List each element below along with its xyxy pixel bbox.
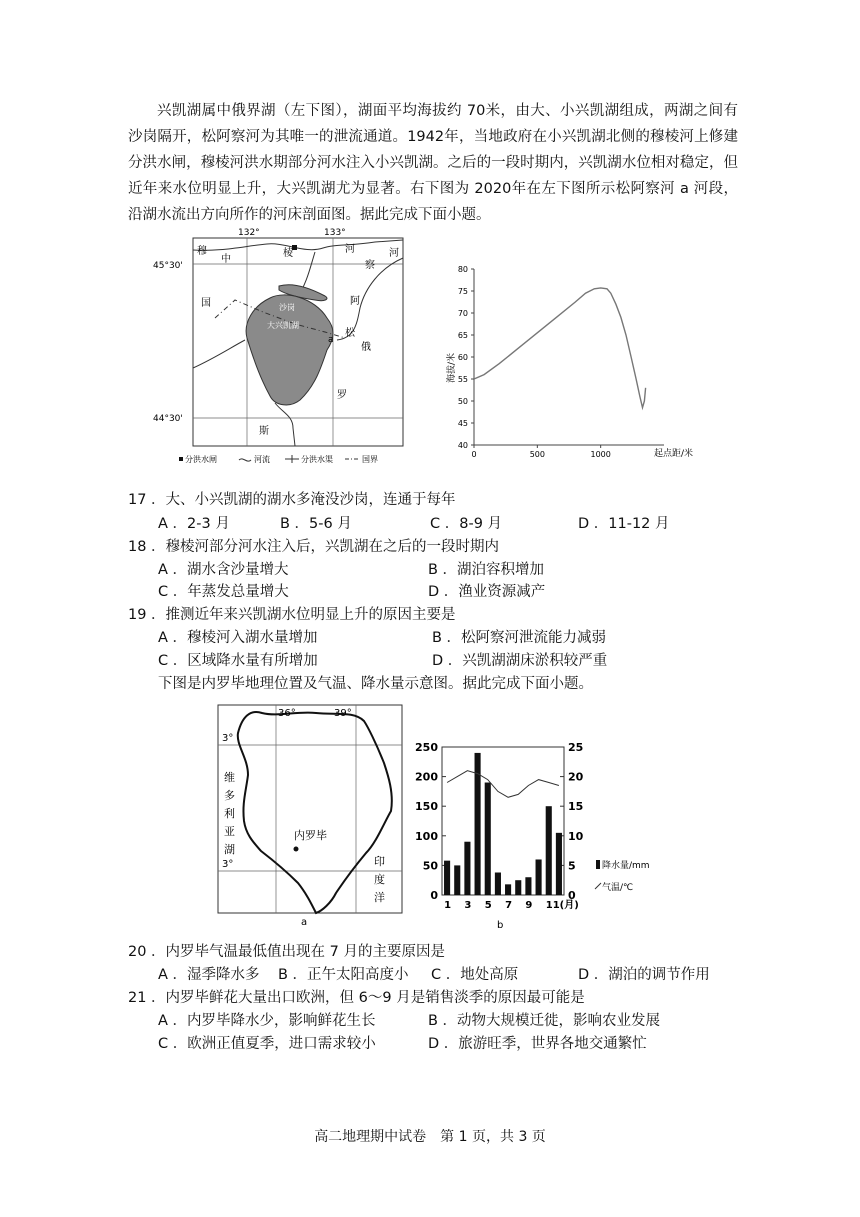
climate-xtick-5: 11(月): [545, 900, 579, 911]
lat-label-3s: 3°: [222, 859, 234, 870]
intro-paragraph-2: 下图是内罗毕地理位置及气温、降水量示意图。据此完成下面小题。: [158, 676, 593, 692]
map-char-mu: 穆: [197, 246, 207, 257]
precip-bar-7: [505, 884, 511, 895]
question-20-option-d[interactable]: D ．湖泊的调节作用: [578, 967, 710, 983]
xingkai-lake-map: [153, 228, 410, 468]
map-char-he: 河: [345, 244, 355, 255]
legend-temp: 气温/℃: [602, 883, 634, 893]
question-18-stem: 18 ．穆棱河部分河水注入后，兴凯湖在之后的一段时期内: [128, 539, 500, 555]
map-char-song: 松: [345, 328, 355, 339]
lon-label-133: 133°: [324, 228, 346, 238]
climate-ytick-left-5: 250: [415, 741, 438, 754]
riverbed-profile-chart: [432, 255, 707, 465]
question-20-option-b[interactable]: B ．正午太阳高度小: [278, 967, 409, 983]
map-char-zhong: 中: [221, 254, 231, 265]
lake-char-1: 维: [224, 771, 235, 784]
question-18-option-b[interactable]: B ．湖泊容积增加: [428, 562, 545, 578]
precip-bar-8: [515, 880, 521, 895]
map-char-he2: 河: [389, 248, 399, 259]
question-19-option-a[interactable]: A ．穆棱河入湖水量增加: [158, 630, 318, 646]
profile-ytick-2: 50: [457, 397, 468, 406]
legend-precip: 降水量/mm: [602, 861, 650, 871]
lat-label-44-30: 44°30': [153, 414, 183, 424]
question-17-option-a[interactable]: A ．2-3 月: [158, 516, 230, 532]
profile-xlabel: 起点距/米: [654, 449, 694, 459]
profile-ytick-4: 60: [457, 353, 468, 362]
map-char-luo: 罗: [337, 390, 347, 401]
question-19-option-b[interactable]: B ．松阿察河泄流能力减弱: [432, 630, 607, 646]
lake-char-4: 亚: [224, 825, 235, 838]
precip-bar-4: [475, 753, 481, 895]
climate-xtick-0: 1: [444, 900, 452, 911]
page-footer: 高二地理期中试卷 第 1 页，共 3 页: [314, 1129, 546, 1145]
map-char-leng: 棱: [283, 248, 293, 259]
climate-ytick-left-1: 50: [422, 859, 438, 873]
climate-ytick-left-2: 100: [415, 829, 438, 843]
city-nairobi-label: 内罗毕: [294, 829, 327, 842]
legend-floodgate: 分洪水闸: [185, 455, 217, 464]
question-21-option-c[interactable]: C ．欧洲正值夏季，进口需求较小: [158, 1036, 376, 1052]
profile-ytick-3: 55: [457, 375, 468, 384]
legend-river: 河流: [254, 455, 270, 464]
legend-border: 国界: [362, 455, 378, 464]
lake-char-3: 利: [224, 807, 235, 820]
climate-xtick-3: 7: [505, 900, 513, 911]
climate-ytick-right-5: 25: [568, 741, 584, 754]
precip-bar-9: [525, 877, 531, 895]
lake-char-5: 湖: [224, 843, 235, 856]
question-18-option-c[interactable]: C ．年蒸发总量增大: [158, 584, 289, 600]
question-18-option-a[interactable]: A ．湖水含沙量增大: [158, 562, 289, 578]
climate-ytick-right-2: 10: [568, 829, 584, 843]
climate-ytick-right-3: 15: [568, 800, 584, 814]
map-char-si: 斯: [259, 426, 269, 437]
profile-ytick-7: 75: [457, 287, 468, 296]
legend-channel: 分洪水渠: [301, 455, 333, 464]
nairobi-climate-chart: [412, 735, 692, 930]
climate-ytick-left-3: 150: [415, 800, 438, 814]
precip-bar-6: [495, 873, 501, 895]
profile-xtick-2: 1000: [590, 450, 611, 459]
temperature-series-line: [447, 771, 559, 798]
question-17-option-c[interactable]: C ．8-9 月: [430, 516, 503, 532]
ocean-char-1: 印: [374, 855, 385, 868]
map-char-e: 俄: [361, 342, 371, 353]
climate-ytick-left-4: 200: [415, 770, 438, 784]
map-char-guo: 国: [201, 298, 211, 309]
profile-ytick-8: 80: [457, 265, 468, 274]
profile-ytick-6: 70: [457, 309, 468, 318]
precip-bar-10: [536, 859, 542, 895]
question-21-option-a[interactable]: A ．内罗毕降水少，影响鲜花生长: [158, 1013, 376, 1029]
question-19-option-d[interactable]: D ．兴凯湖湖床淤积较严重: [432, 653, 608, 669]
precip-bar-5: [485, 783, 491, 895]
ocean-char-3: 洋: [374, 891, 385, 904]
question-18-option-d[interactable]: D ．渔业资源减产: [428, 584, 546, 600]
profile-xtick-0: 0: [471, 450, 477, 459]
map2-sublabel: a: [301, 917, 308, 928]
question-19-stem: 19 ．推测近年来兴凯湖水位明显上升的原因主要是: [128, 607, 456, 623]
climate-ytick-right-4: 20: [568, 770, 584, 784]
precip-bar-2: [454, 865, 460, 895]
climate-xtick-1: 3: [464, 900, 472, 911]
profile-ytick-0: 40: [457, 441, 468, 450]
climate-ytick-right-0: 0: [568, 889, 576, 902]
question-21-stem: 21 ．内罗毕鲜花大量出口欧洲，但 6～9 月是销售淡季的原因最可能是: [128, 990, 585, 1006]
nairobi-location-map: [216, 703, 406, 928]
map-char-a: 阿: [350, 296, 360, 307]
map-char-cha: 察: [365, 260, 375, 271]
question-21-option-d[interactable]: D ．旅游旺季，世界各地交通繁忙: [428, 1036, 647, 1052]
climate-ytick-right-1: 5: [568, 859, 576, 873]
question-21-option-b[interactable]: B ．动物大规模迁徙，影响农业发展: [428, 1013, 661, 1029]
profile-xtick-1: 500: [529, 450, 545, 459]
question-19-option-c[interactable]: C ．区域降水量有所增加: [158, 653, 318, 669]
question-20-option-c[interactable]: C ．地处高原: [431, 967, 519, 983]
ocean-char-2: 度: [374, 873, 385, 886]
precip-bar-1: [444, 861, 450, 895]
lake-char-2: 多: [224, 789, 235, 802]
profile-series-line: [474, 288, 646, 408]
climate-ytick-left-0: 0: [430, 889, 438, 902]
lake-label-shagang: 沙岗: [279, 303, 295, 312]
precip-bar-12: [556, 833, 562, 895]
precip-bar-3: [464, 842, 470, 895]
lake-label: 大兴凯湖: [267, 321, 299, 330]
lat-label-3n: 3°: [222, 733, 234, 744]
lon-label-132: 132°: [238, 228, 260, 238]
question-17-stem: 17 ．大、小兴凯湖的湖水多淹没沙岗，连通于每年: [128, 492, 456, 508]
lon-label-36: 36°: [278, 708, 296, 719]
intro-paragraph-1: 兴凯湖属中俄界湖（左下图），湖面平均海拔约 70米，由大、小兴凯湖组成，两湖之间有沙岗隔开，松阿察河为其唯一的泄流通道。1942年，当地政府在小兴凯湖北侧的穆棱河上修建分洪水闸，穆棱河洪水期部分河水注入小兴凯湖。之后的一段时期内，兴凯湖水位相对稳定，但近年来水位明显上升，大兴凯湖尤为显著。右下图为 2020年在左下图所示松阿察河 a 河段，沿湖水流出方向所作的河床剖面图。据此完成下面小题。: [128, 103, 738, 223]
point-a-label: a: [328, 335, 334, 345]
question-20-option-a[interactable]: A ．湿季降水多: [158, 967, 260, 983]
lon-label-39: 39°: [334, 708, 352, 719]
profile-ytick-1: 45: [457, 419, 468, 428]
profile-ylabel: 海拔/米: [447, 352, 457, 383]
climate-xtick-2: 5: [484, 900, 492, 911]
question-17-option-d[interactable]: D ．11-12 月: [578, 516, 670, 532]
profile-ytick-5: 65: [457, 331, 468, 340]
climate-sublabel: b: [497, 920, 504, 931]
lat-label-45-30: 45°30': [153, 261, 183, 271]
question-17-option-b[interactable]: B ．5-6 月: [280, 516, 352, 532]
climate-xtick-4: 9: [525, 900, 533, 911]
question-20-stem: 20 ．内罗毕气温最低值出现在 7 月的主要原因是: [128, 944, 446, 960]
precip-bar-11: [546, 806, 552, 895]
